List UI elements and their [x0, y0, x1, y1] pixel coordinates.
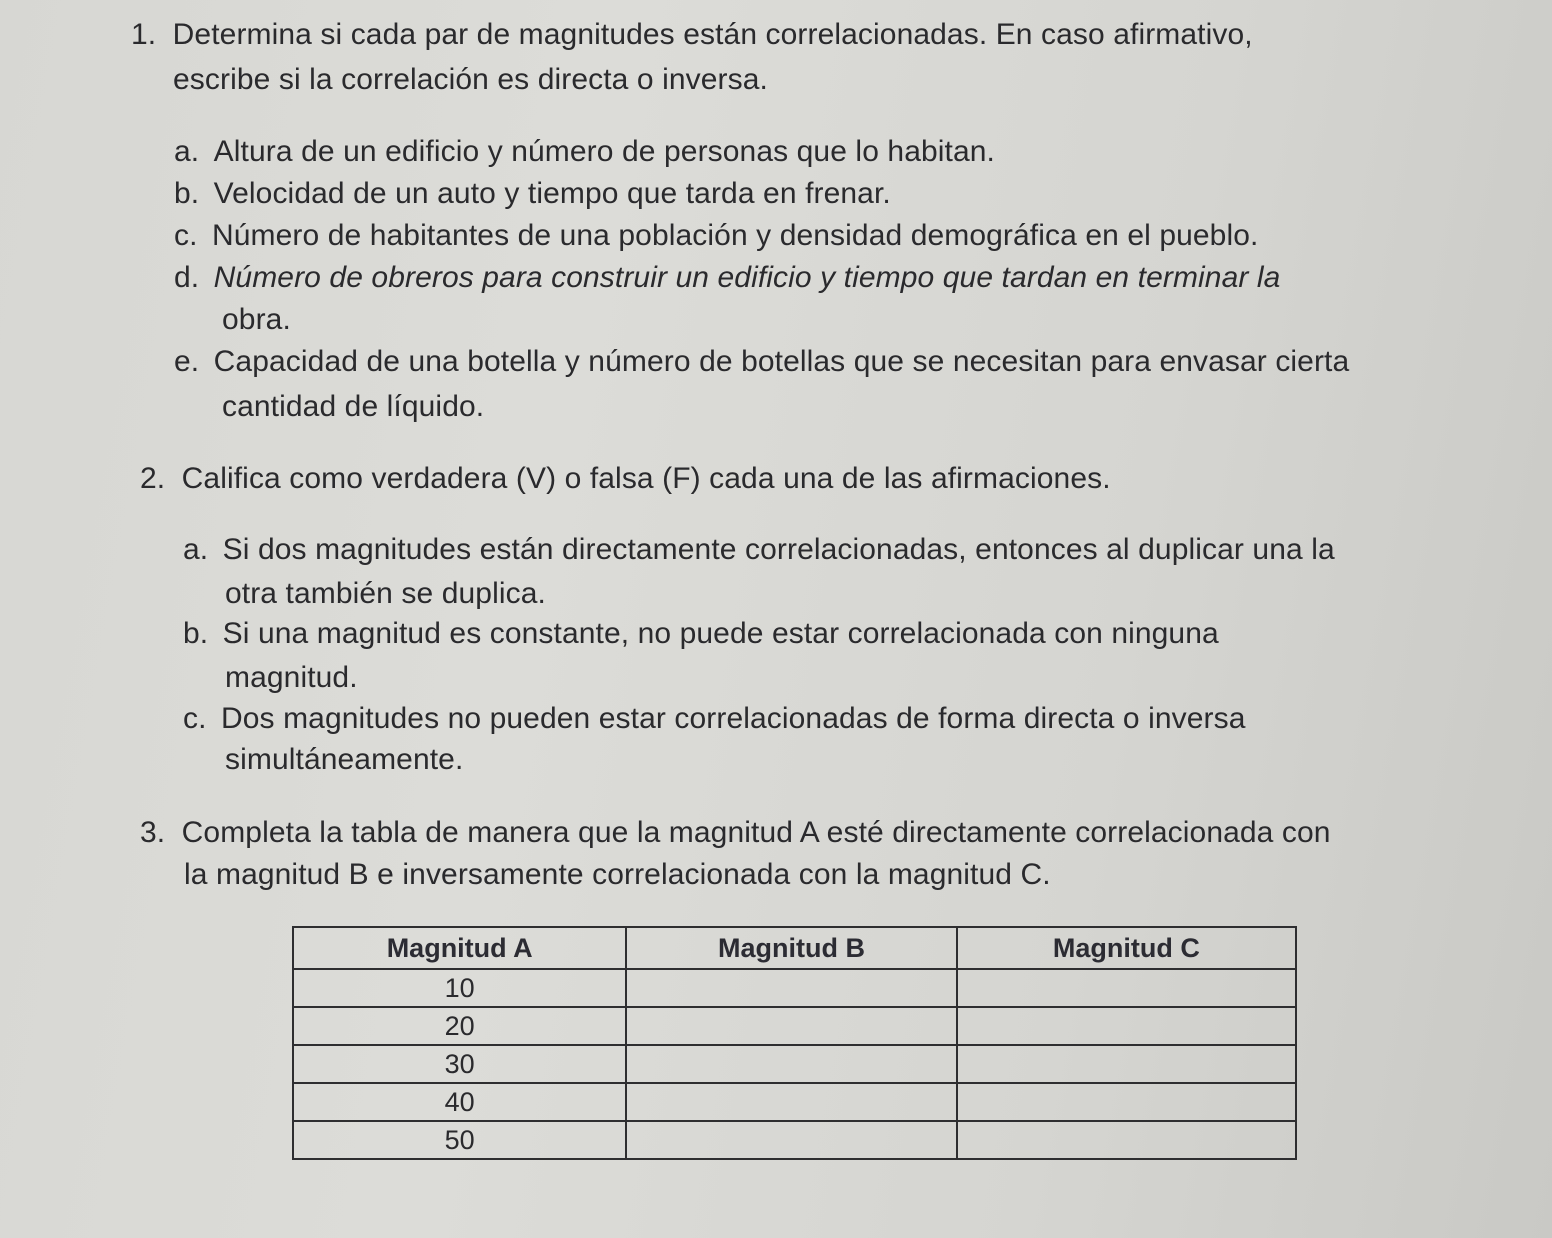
table-row — [293, 1007, 1296, 1045]
cell-a: 10 — [293, 969, 626, 1007]
header-magnitud-c: Magnitud C — [957, 927, 1296, 969]
q1-item-e-letter: e. — [174, 345, 200, 378]
header-magnitud-b: Magnitud B — [626, 927, 956, 969]
cell-c[interactable] — [957, 1045, 1296, 1083]
q1-item-b-text: Velocidad de un auto y tiempo que tarda en frenar. — [213, 177, 891, 210]
cell-c[interactable] — [957, 1007, 1296, 1045]
q2-prompt-text: Califica como verdadera (V) o falsa (F) cada una de las afirmaciones. — [181, 462, 1111, 495]
q2-item-b — [183, 616, 1219, 652]
cell-a: 40 — [293, 1083, 626, 1121]
q2-item-c — [183, 701, 1246, 737]
q3-prompt-line2: la magnitud B e inversamente correlacionada con la magnitud C. — [184, 858, 1051, 891]
cell-a: 30 — [293, 1045, 626, 1083]
q1-item-c-letter: c. — [174, 219, 198, 252]
table-row — [293, 1121, 1296, 1159]
cell-b[interactable] — [626, 1007, 956, 1045]
q2-item-c-letter: c. — [183, 702, 207, 735]
table-row — [293, 1083, 1296, 1121]
q1-item-a-text: Altura de un edificio y número de personas que lo habitan. — [213, 135, 995, 168]
q1-item-a — [174, 134, 995, 170]
q2-item-c-text: Dos magnitudes no pueden estar correlacionadas de forma directa o inversa — [220, 702, 1246, 735]
q2-item-b-text: Si una magnitud es constante, no puede estar correlacionada con ninguna — [222, 617, 1219, 650]
cell-c[interactable] — [957, 1121, 1296, 1159]
cell-c[interactable] — [957, 969, 1296, 1007]
cell-b[interactable] — [626, 1121, 956, 1159]
q1-item-c-text: Número de habitantes de una población y densidad demográfica en el pueblo. — [211, 219, 1259, 252]
q1-item-e-line2: cantidad de líquido. — [222, 390, 485, 423]
cell-b[interactable] — [626, 1083, 956, 1121]
q2-item-a-line2: otra también se duplica. — [225, 577, 546, 610]
header-magnitud-a: Magnitud A — [293, 927, 626, 969]
q1-item-e — [174, 344, 1349, 380]
q1-item-c — [174, 218, 1258, 254]
q3-prompt-line1 — [140, 815, 1331, 851]
q1-item-d-line2: obra. — [222, 303, 291, 336]
q2-item-a — [183, 532, 1335, 568]
q2-prompt — [140, 461, 1111, 497]
table-row — [293, 1045, 1296, 1083]
cell-a: 50 — [293, 1121, 626, 1159]
magnitudes-table — [292, 926, 1297, 1160]
q2-item-b-letter: b. — [183, 617, 209, 650]
cell-a: 20 — [293, 1007, 626, 1045]
q1-prompt-line1 — [131, 17, 1253, 53]
table-row — [293, 969, 1296, 1007]
q1-item-d-text: Número de obreros para construir un edificio y tiempo que tardan en terminar la — [213, 261, 1281, 294]
table-header-row — [293, 927, 1296, 969]
q2-item-b-line2: magnitud. — [225, 661, 358, 694]
q1-item-b-letter: b. — [174, 177, 200, 210]
q1-item-d — [174, 260, 1280, 296]
q1-number: 1. — [131, 18, 157, 51]
q1-item-a-letter: a. — [174, 135, 200, 168]
q3-prompt-text: Completa la tabla de manera que la magnitud A esté directamente correlacionada con — [181, 816, 1331, 849]
q1-item-d-letter: d. — [174, 261, 200, 294]
q1-prompt-text: Determina si cada par de magnitudes están correlacionadas. En caso afirmativo, — [172, 18, 1253, 51]
q1-item-e-text: Capacidad de una botella y número de botellas que se necesitan para envasar cierta — [213, 345, 1350, 378]
q2-number: 2. — [140, 462, 166, 495]
q2-item-a-letter: a. — [183, 533, 209, 566]
q3-number: 3. — [140, 816, 166, 849]
cell-c[interactable] — [957, 1083, 1296, 1121]
cell-b[interactable] — [626, 1045, 956, 1083]
q1-item-b — [174, 176, 891, 212]
q1-prompt-line2: escribe si la correlación es directa o inversa. — [173, 63, 768, 96]
cell-b[interactable] — [626, 969, 956, 1007]
q2-item-a-text: Si dos magnitudes están directamente correlacionadas, entonces al duplicar una la — [222, 533, 1335, 566]
q2-item-c-line2: simultáneamente. — [225, 743, 464, 776]
